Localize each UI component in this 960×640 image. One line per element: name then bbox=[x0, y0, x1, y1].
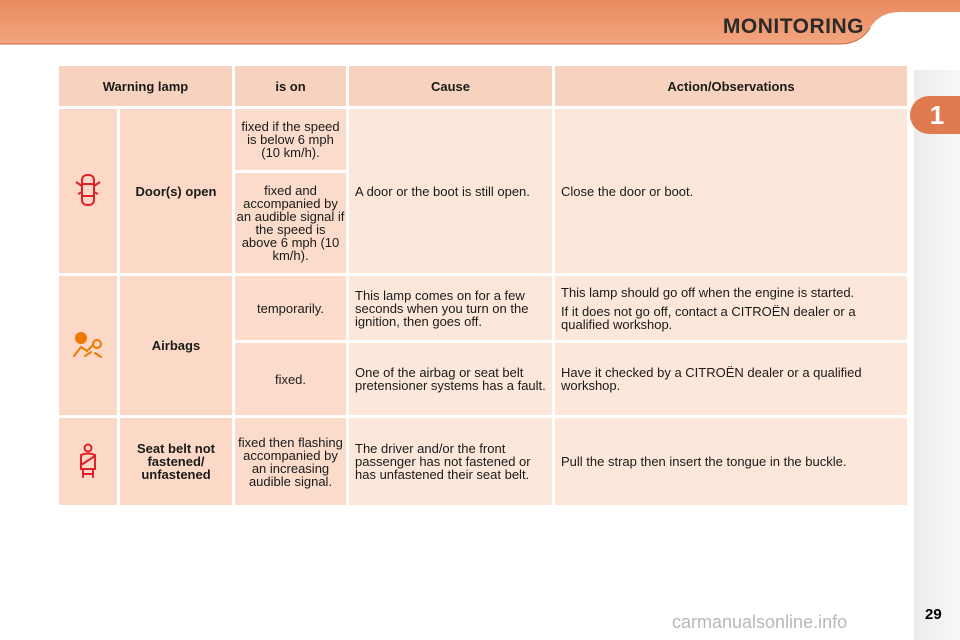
lamp-name-airbags: Airbags bbox=[120, 276, 232, 415]
cause-cell: A door or the boot is still open. bbox=[349, 109, 552, 273]
table-header-row bbox=[59, 66, 907, 106]
chapter-tab: 1 bbox=[910, 96, 960, 134]
warning-lamp-table bbox=[56, 63, 910, 508]
cause-cell: The driver and/or the front passenger has not fastened or has unfastened their seat belt. bbox=[349, 418, 552, 505]
warning-lamp-icon-cell bbox=[59, 109, 117, 273]
lamp-name-seat-belt: Seat belt not fastened/ unfastened bbox=[120, 418, 232, 505]
is-on-cell: fixed. bbox=[235, 343, 346, 415]
action-cell: Close the door or boot. bbox=[555, 109, 907, 273]
page-side-strip bbox=[914, 70, 960, 640]
is-on-cell: fixed and accompanied by an audible signal if the speed is above 6 mph (10 km/h). bbox=[235, 173, 346, 273]
lamp-name-doors: Door(s) open bbox=[120, 109, 232, 273]
table-row bbox=[59, 276, 907, 340]
airbag-icon bbox=[71, 348, 105, 363]
page-number: 29 bbox=[925, 606, 942, 623]
cause-cell: This lamp comes on for a few seconds when you turn on the ignition, then goes off. bbox=[349, 276, 552, 340]
door-open-icon bbox=[73, 198, 103, 213]
column-header-is-on: is on bbox=[235, 66, 346, 106]
action-cell: Have it checked by a CITROËN dealer or a qualified workshop. bbox=[555, 343, 907, 415]
seat-belt-icon bbox=[75, 467, 101, 482]
action-cell: Pull the strap then insert the tongue in the buckle. bbox=[555, 418, 907, 505]
action-text: If it does not go off, contact a CITROËN dealer or a qualified workshop. bbox=[561, 303, 856, 332]
watermark: carmanualsonline.info bbox=[672, 612, 848, 632]
page-title: MONITORING bbox=[722, 15, 864, 38]
column-header-action: Action/Observations bbox=[555, 66, 907, 106]
column-header-cause: Cause bbox=[349, 66, 552, 106]
header-band bbox=[0, 0, 960, 46]
cause-cell: One of the airbag or seat belt pretensioner systems has a fault. bbox=[349, 343, 552, 415]
column-header-warning-lamp: Warning lamp bbox=[59, 66, 232, 106]
action-text: This lamp should go off when the engine is started. bbox=[561, 284, 855, 300]
action-cell bbox=[555, 276, 907, 340]
is-on-cell: fixed if the speed is below 6 mph (10 km/h). bbox=[235, 109, 346, 170]
warning-lamp-icon-cell bbox=[59, 276, 117, 415]
warning-lamp-icon-cell bbox=[59, 418, 117, 505]
is-on-cell: fixed then flashing accompanied by an increasing audible signal. bbox=[235, 418, 346, 505]
table-row bbox=[59, 418, 907, 505]
is-on-cell: temporarily. bbox=[235, 276, 346, 340]
table-row bbox=[59, 109, 907, 170]
